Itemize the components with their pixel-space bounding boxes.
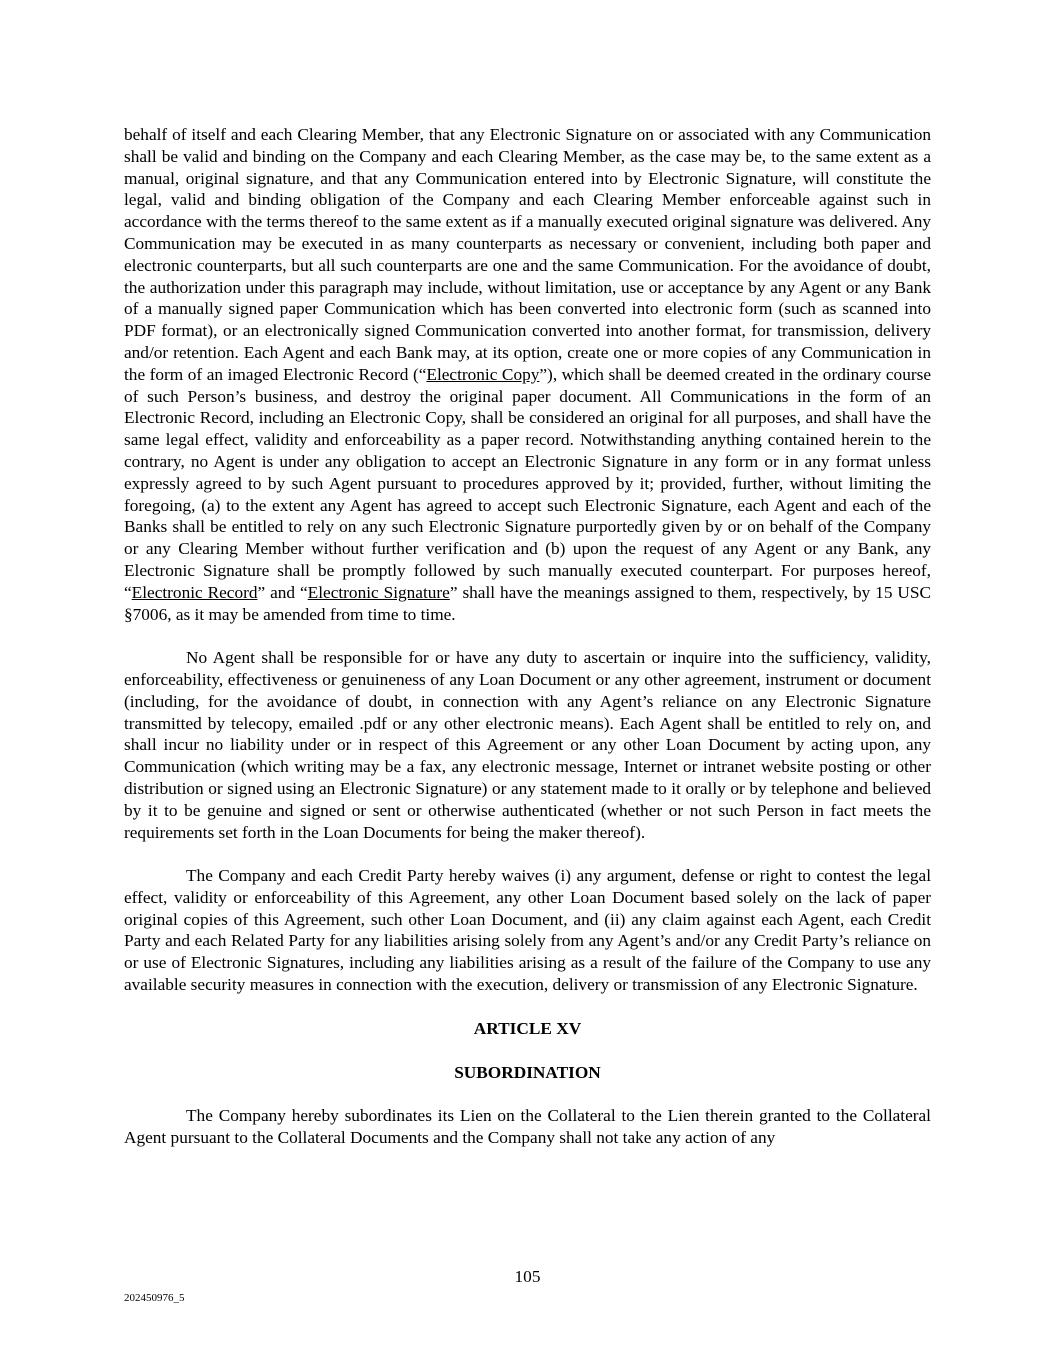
- defined-term-electronic-copy: Electronic Copy: [426, 364, 540, 384]
- defined-term-electronic-record: Electronic Record: [131, 582, 258, 602]
- defined-term-electronic-signature: Electronic Signature: [307, 582, 450, 602]
- paragraph-text: behalf of itself and each Clearing Member, that any Electronic Signature on or associated with any Communication shall be valid and binding on the Company and each Clearing Member, as the case may be, to the same extent as a manual, original signature, and that any Communication entered into by Electronic Signature, will constitute the legal, valid and binding obligation of the Company and each Clearing Member enforceable against such in accordance with the terms thereof to the same extent as if a manually executed original signature was delivered. Any Communication may be executed in as many counterparts as necessary or convenient, including both paper and electronic counterparts, but all such counterparts are one and the same Communication. For the avoidance of doubt, the authorization under this paragraph may include, without limitation, use or acceptance by any Agent or any Bank of a manually signed paper Communication which has been converted into electronic form (such as scanned into PDF format), or an electronically signed Communication converted into another format, for transmission, delivery and/or retention. Each Agent and each Bank may, at its option, create one or more copies of any Communication in the form of an imaged Electronic Record (“: [124, 125, 931, 384]
- paragraph-agent-responsibility: No Agent shall be responsible for or have any duty to ascertain or inquire into the sufficiency, validity, enforceability, effectiveness or genuineness of any Loan Document or any other agreement, instrument or document (including, for the avoidance of doubt, in connection with any Agent’s reliance on any Electronic Signature transmitted by telecopy, emailed .pdf or any other electronic means). Each Agent shall be entitled to rely on, and shall incur no liability under or in respect of this Agreement or any other Loan Document by acting upon, any Communication (which writing may be a fax, any electronic message, Internet or intranet website posting or other distribution or signed using an Electronic Signature) or any statement made to it orally or by telephone and believed by it to be genuine and signed or sent or otherwise authenticated (whether or not such Person in fact meets the requirements set forth in the Loan Documents for being the maker thereof).: [124, 648, 931, 842]
- page-number: 105: [514, 1267, 541, 1286]
- paragraph-text: ” and “: [257, 582, 308, 602]
- section-heading: SUBORDINATION: [454, 1062, 601, 1082]
- paragraph-electronic-signatures: [124, 124, 931, 625]
- paragraph-waiver: The Company and each Credit Party hereby waives (i) any argument, defense or right to contest the legal effect, validity or enforceability of this Agreement, any other Loan Document based solely on the lack of paper original copies of this Agreement, such other Loan Document, and (ii) any claim against each Agent, each Credit Party and each Related Party for any liabilities arising solely from any Agent’s and/or any Credit Party’s reliance on or use of Electronic Signatures, including any liabilities arising as a result of the failure of the Company to use any available security measures in connection with the execution, delivery or transmission of any Electronic Signature.: [124, 866, 931, 995]
- document-body: [124, 124, 931, 1149]
- article-heading: ARTICLE XV: [473, 1018, 582, 1038]
- document-id: 202450976_5: [124, 1292, 185, 1304]
- paragraph-subordination: The Company hereby subordinates its Lien on the Collateral to the Lien therein granted to the Collateral Agent pursuant to the Collateral Documents and the Company shall not take any action of any: [124, 1106, 931, 1148]
- paragraph-text: ” shall have the meanings assigned to them, respectively, by 15 USC §7006, as it may be amended from time to time.: [124, 582, 932, 624]
- paragraph-text: ”), which shall be deemed created in the ordinary course of such Person’s business, and destroy the original paper document. All Communications in the form of an Electronic Record, including an Electronic Copy, shall be considered an original for all purposes, and shall have the same legal effect, validity and enforceability as a paper record. Notwithstanding anything contained herein to the contrary, no Agent is under any obligation to accept an Electronic Signature in any form or in any format unless expressly agreed to by such Agent pursuant to procedures approved by it; provided, further, without limiting the foregoing, (a) to the extent any Agent has agreed to accept such Electronic Signature, each Agent and each of the Banks shall be entitled to rely on any such Electronic Signature purportedly given by or on behalf of the Company or any Clearing Member without further verification and (b) upon the request of any Agent or any Bank, any Electronic Signature shall be promptly followed by such manually executed counterpart. For purposes hereof, “: [124, 364, 931, 602]
